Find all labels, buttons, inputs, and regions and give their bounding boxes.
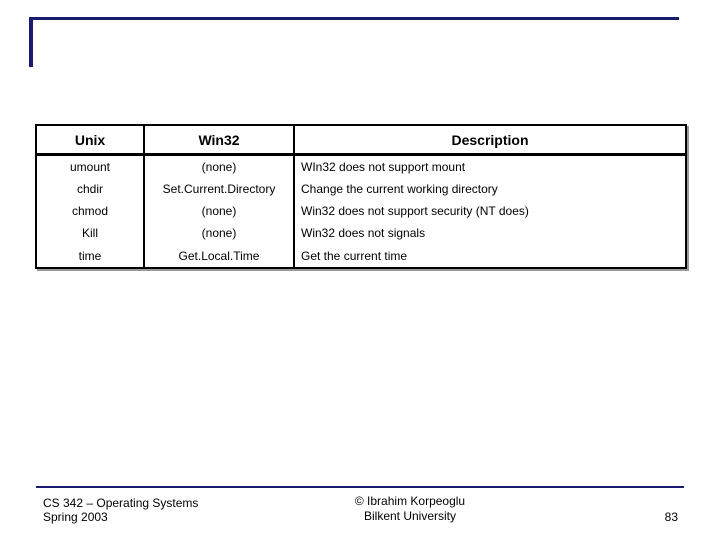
cell-description: Win32 does not support security (NT does) [301, 204, 529, 218]
cell-description: Get the current time [301, 248, 408, 263]
cell-unix: chmod [36, 200, 144, 222]
cell-unix: time [36, 244, 144, 268]
footer-institution: Bilkent University [363, 509, 457, 523]
footer-term: Spring 2003 [43, 510, 108, 524]
cell-win32: (none) [144, 200, 294, 222]
cell-description: Change the current working directory [301, 182, 498, 196]
cell-win32: (none) [144, 222, 294, 244]
table-row [36, 155, 686, 179]
cell-unix: umount [36, 155, 144, 179]
table-container [35, 124, 685, 269]
footer-rule [36, 486, 684, 488]
cell-unix: Kill [36, 222, 144, 244]
cell-unix: chdir [36, 178, 144, 200]
cell-description: Win32 does not signals [301, 226, 426, 240]
footer-course: CS 342 – Operating Systems [43, 496, 199, 510]
table-header-row [36, 125, 686, 155]
footer-copyright: © Ibrahim Korpeoglu [354, 494, 466, 508]
title-rule-horizontal [31, 17, 679, 20]
table-row [36, 200, 686, 222]
cell-win32: Get.Local.Time [144, 244, 294, 268]
footer-course-info [43, 496, 198, 524]
table-row [36, 244, 686, 268]
header-win32: Win32 [144, 125, 294, 155]
footer-author-info [320, 494, 500, 524]
unix-win32-table [35, 124, 687, 269]
table-row [36, 178, 686, 200]
cell-win32: Set.Current.Directory [144, 178, 294, 200]
page-number: 83 [664, 510, 678, 524]
title-rule-vertical [29, 17, 33, 67]
header-unix: Unix [36, 125, 144, 155]
cell-description: WIn32 does not support mount [301, 160, 466, 174]
table-row [36, 222, 686, 244]
cell-win32: (none) [144, 155, 294, 179]
header-description: Description [294, 125, 686, 155]
